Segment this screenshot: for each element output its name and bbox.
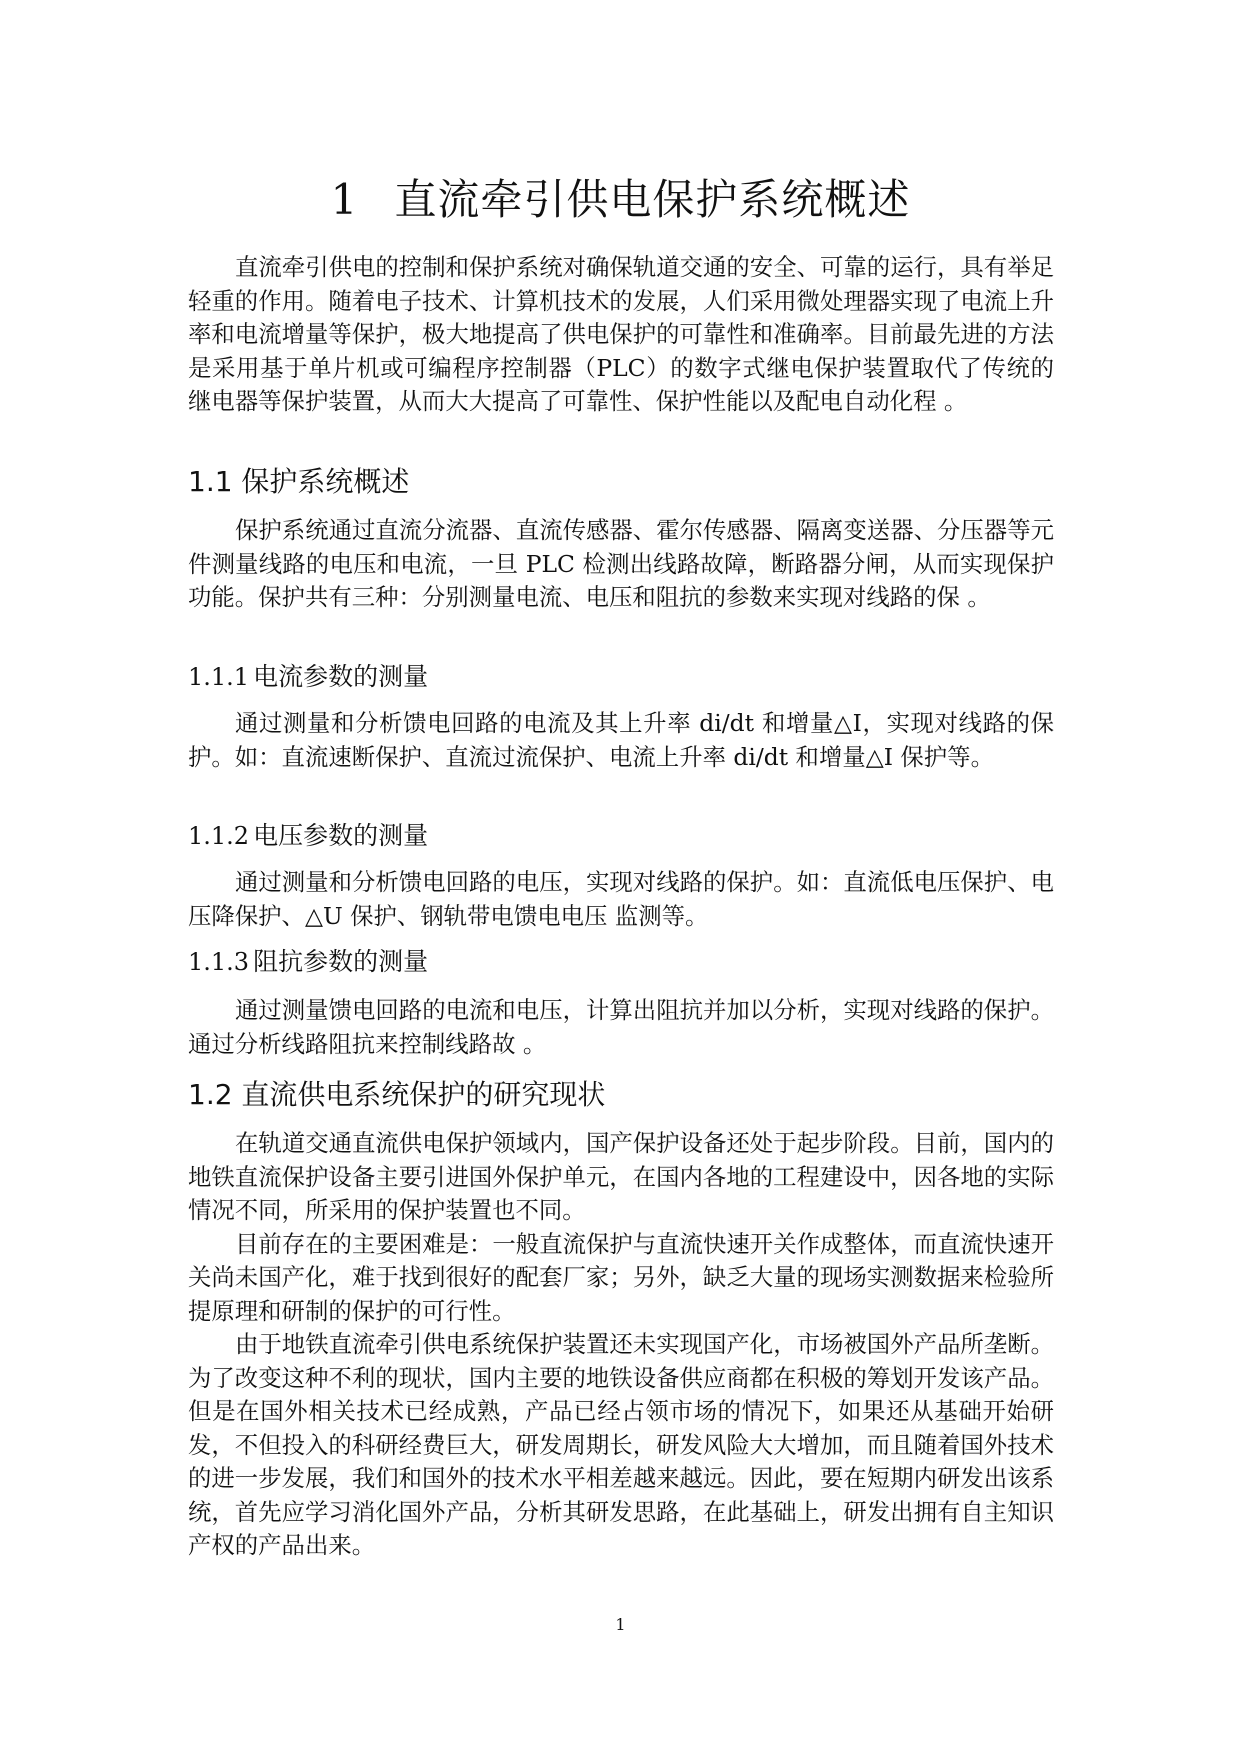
section-1-1-3-body <box>188 994 1054 1061</box>
intro-paragraph: 直流牵引供电的控制和保护系统对确保轨道交通的安全、可靠的运行，具有举足轻重的作用。随着电子技术、计算机技术的发展，人们采用微处理器实现了电流上升率和电流增量等保护，极大地提高了供电保护的可靠性和准确率。目前最先进的方法是采用基于单片机或可编程序控制器（PLC）的数字式继电保护装置取代了传统的继电器等保护装置，从而大大提高了可靠性、保护性能以及配电自动化程 。 <box>188 253 1054 415</box>
intro-section <box>188 251 1054 419</box>
section-1-2-paragraph-2: 目前存在的主要困难是：一般直流保护与直流快速开关作成整体，而直流快速开关尚未国产化，难于找到很好的配套厂家；另外，缺乏大量的现场实测数据来检验所提原理和研制的保护的可行性。 <box>188 1229 1054 1325</box>
section-1-1-1-paragraph: 通过测量和分析馈电回路的电流及其上升率 di/dt 和增量△I，实现对线路的保护。如：直流速断保护、直流过流保护、电流上升率 di/dt 和增量△I 保护等。 <box>188 709 1054 771</box>
section-1-1-3-number: 1.1.3 <box>188 948 250 976</box>
section-1-1-3-title: 阻抗参数的测量 <box>253 947 429 976</box>
section-1-1-3-heading <box>188 944 428 980</box>
chapter-title-text: 直流牵引供电保护系统概述 <box>394 175 911 224</box>
section-1-2-heading: 1.2 直流供电系统保护的研究现状 <box>188 1078 606 1111</box>
section-1-1-1-title: 电流参数的测量 <box>253 662 429 691</box>
section-1-1-2-number: 1.1.2 <box>188 822 250 850</box>
section-1-1-heading: 1.1 保护系统概述 <box>188 465 410 498</box>
section-1-1-body <box>188 514 1054 615</box>
chapter-number: 1 <box>330 175 359 224</box>
section-1-1-2-title: 电压参数的测量 <box>253 821 429 850</box>
section-1-1-1-body <box>188 707 1054 774</box>
page-number: 1 <box>615 1615 626 1634</box>
section-1-2-paragraph-3: 由于地铁直流牵引供电系统保护装置还未实现国产化，市场被国外产品所垄断。为了改变这种不利的现状，国内主要的地铁设备供应商都在积极的筹划开发该产品。但是在国外相关技术已经成熟，产品已经占领市场的情况下，如果还从基础开始研发，不但投入的科研经费巨大，研发周期长，研发风险大大增加，而且随着国外技术的进一步发展，我们和国外的技术水平相差越来越远。因此，要在短期内研发出该系统，首先应学习消化国外产品，分析其研发思路，在此基础上，研发出拥有自主知识产权的产品出来。 <box>188 1330 1054 1559</box>
section-1-1-1-number: 1.1.1 <box>188 663 250 691</box>
section-1-2-body <box>188 1127 1054 1563</box>
section-1-1-2-paragraph: 通过测量和分析馈电回路的电压，实现对线路的保护。如：直流低电压保护、电压降保护、△U 保护、钢轨带电馈电电压 监测等。 <box>188 868 1054 930</box>
section-1-1-2-heading <box>188 818 428 854</box>
section-1-1-1-heading <box>188 659 428 695</box>
section-1-1-2-body <box>188 866 1054 933</box>
chapter-title <box>0 170 1241 230</box>
section-1-2-paragraph-1: 在轨道交通直流供电保护领域内，国产保护设备还处于起步阶段。目前，国内的地铁直流保护设备主要引进国外保护单元，在国内各地的工程建设中，因各地的实际情况不同，所采用的保护装置也不同。 <box>188 1129 1054 1224</box>
section-1-1-paragraph: 保护系统通过直流分流器、直流传感器、霍尔传感器、隔离变送器、分压器等元件测量线路的电压和电流，一旦 PLC 检测出线路故障，断路器分闸，从而实现保护功能。保护共有三种：分别测量电流、电压和阻抗的参数来实现对线路的保 。 <box>188 516 1054 611</box>
section-1-1-3-paragraph: 通过测量馈电回路的电流和电压，计算出阻抗并加以分析，实现对线路的保护。通过分析线路阻抗来控制线路故 。 <box>188 996 1054 1058</box>
